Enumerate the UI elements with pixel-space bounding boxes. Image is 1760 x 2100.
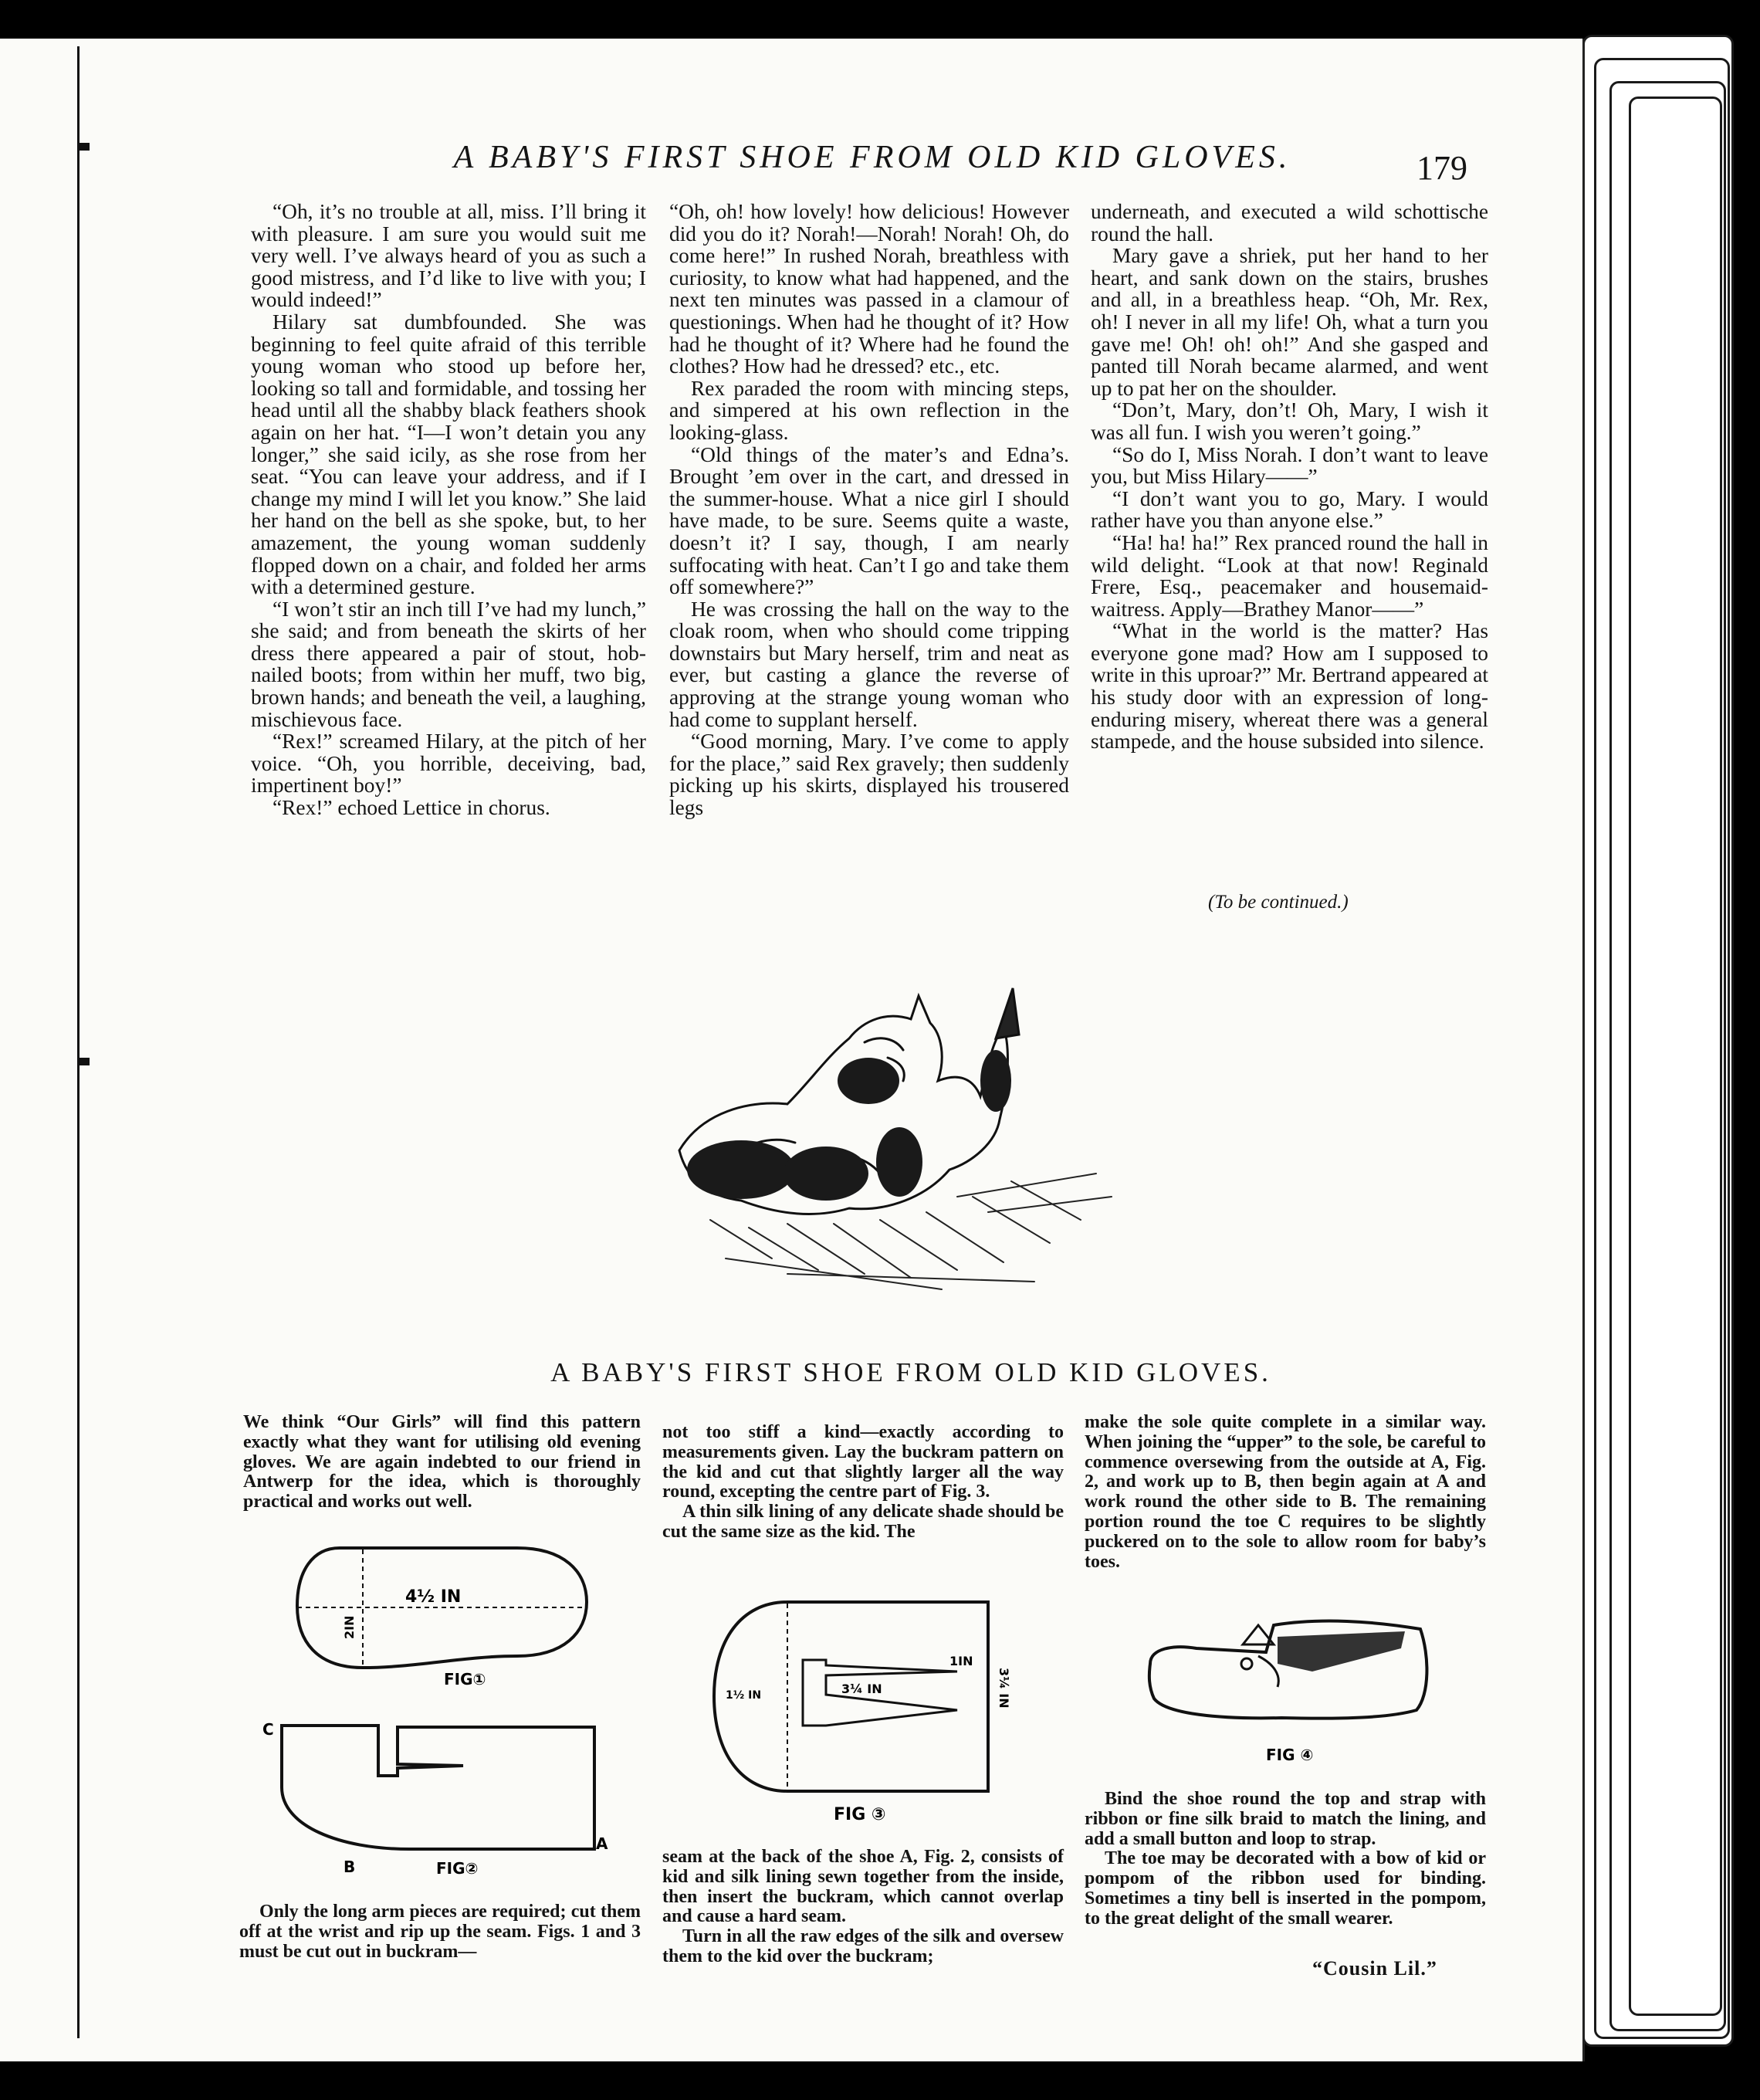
gutter-mark [77,1058,90,1065]
article-title: A BABY'S FIRST SHOE FROM OLD KID GLOVES. [550,1357,1271,1387]
page-number: 179 [1416,149,1467,187]
gutter-mark [77,143,90,151]
paragraph: “I won’t stir an inch till I’ve had my lunch,” she said; and from beneath the skirts of her dress there appeared a pair of stout, hob-nailed boots; from within her muff, two big, brown hands; and beneath the veil, a laughing, mischievous face. [251,597,646,731]
paragraph: “Don’t, Mary, don’t! Oh, Mary, I wish it was all fun. I wish you weren’t going.” [1091,398,1488,444]
fig3-label: FIG ③ [834,1805,886,1824]
figure-3 [702,1594,1027,1826]
paragraph: not too stiff a kind—exactly according to measurements given. Lay the buckram pattern on the kid and cut that slightly larger all the way round, excepting the centre part of Fig. 3. [662,1422,1064,1502]
gutter-line [77,46,80,2038]
figure-2 [262,1710,618,1876]
paragraph: Hilary sat dumbfounded. She was beginning to feel quite afraid of this terrible young woman who stood up before her, looking so tall and formidable, and tossing her head until all the shabby black feathers shook again on her hat. “I—I won’t detain you any longer,” she said icily, as she rose from her seat. “You can leave your address, and if I change my mind I will let you know.” She laid her hand on the bell as she spoke, but, to her amazement, the young woman suddenly flopped down on a chair, and folded her arms with a determined gesture. [251,310,646,599]
paragraph: underneath, and executed a wild schottische round the hall. [1091,200,1488,246]
figure-4 [1142,1602,1436,1768]
fig3-slot-width-label: 1IN [949,1654,973,1668]
author-signature: “Cousin Lil.” [1312,1957,1437,1980]
page-edge [1629,97,1722,2016]
paragraph: Mary gave a shriek, put her hand to her heart, and sank down on the stairs, brushes and all, in a breathless heap. “Oh, Mr. Rex, oh! I never in all my life! Oh, what a turn you gave me! Oh! oh! oh!” And she gasped and panted till Norah became alarmed, and went up to pat her on the shoulder. [1091,244,1488,400]
paragraph: Turn in all the raw edges of the silk and oversew them to the kid over the buckram; [662,1926,1064,1966]
paragraph: A thin silk lining of any delicate shade should be cut the same size as the kid. The [662,1502,1064,1542]
paragraph: “So do I, Miss Norah. I don’t want to leave you, but Miss Hilary——” [1091,442,1488,489]
fig2-label: FIG② [436,1859,479,1876]
fig2-a-label: A [596,1834,608,1853]
paragraph: “Rex!” echoed Lettice in chorus. [272,796,550,820]
running-head: A BABY'S FIRST SHOE FROM OLD KID GLOVES. [453,140,1291,175]
article-column-3-top [1085,1413,1486,1572]
paragraph: “Rex!” screamed Hilary, at the pitch of her voice. “Oh, you horrible, deceiving, bad, impertinent boy!” [251,730,646,798]
article-column-1-bottom [239,1902,641,1962]
paragraph: “Ha! ha! ha!” Rex pranced round the hall in wild delight. “Look at that now! Reginald Frere, Esq., peacemaker and housemaid-waitress. Apply—Brathey Manor——” [1091,530,1488,621]
fig1-length-label: 4½ IN [405,1587,462,1607]
article-column-2-bottom [662,1848,1064,1967]
paragraph: He was crossing the hall on the way to the cloak room, when who should come tripping downstairs but Mary herself, trim and neat as ever, but casting a glance the reverse of approving at the strange young woman who had come to supplant herself. [669,597,1069,731]
paragraph: The toe may be decorated with a bow of kid or pompom of the ribbon used for binding. Sometimes a tiny bell is inserted in the pompom, to the great delight of the small wearer. [1085,1848,1486,1929]
fig1-width-label: 2IN [342,1615,357,1639]
fig1-label: FIG① [444,1670,486,1687]
paragraph: “Oh, oh! how lovely! how delicious! However did you do it? Norah!—Norah! Norah! Oh, do come here!” In rushed Norah, breathless with curiosity, to know what had happened, and the next ten minutes was passed in a clamour of questionings. When had he thought of it? How had he thought of it? Where had he found the clothes? How had he dressed? etc., etc. [669,200,1069,378]
paragraph: “Oh, it’s no trouble at all, miss. I’ll bring it with pleasure. I am sure you would suit me very well. I’ve always heard of you as such a good mistress, and I’d like to live with you; I would indeed!” [251,200,646,312]
paragraph: “Good morning, Mary. I’ve come to apply for the place,” said Rex gravely; then suddenly picking up his skirts, displayed his trousered legs [669,730,1069,820]
story-column-1 [251,201,646,819]
story-column-3 [1091,201,1488,753]
article-intro [243,1413,641,1512]
fig3-slot-length-label: 3¼ IN [841,1682,882,1696]
paragraph: “I don’t want you to go, Mary. I would rather have you than anyone else.” [1091,486,1488,533]
kitten-illustration [633,965,1127,1312]
story-column-2 [669,201,1069,819]
paragraph: make the sole quite complete in a similar way. When joining the “upper” to the sole, be careful to commence oversewing from the outside at A, Fig. 2, and work up to B, then begin again at A and work round the other side to B. The remaining portion round the toe C requires to be slightly puckered on to the sole to allow room for baby’s toes. [1085,1412,1486,1572]
paragraph: Rex paraded the room with mincing steps, and simpered at his own reflection in the looking-glass. [669,376,1069,444]
paragraph: We think “Our Girls” will find this pattern exactly what they want for utilising old evening gloves. We are again indebted to our friend in Antwerp for the idea, which is thoroughly practical and works out well. [243,1412,641,1512]
article-column-2-top [662,1423,1064,1543]
paragraph: seam at the back of the shoe A, Fig. 2, consists of kid and silk lining sewn together from the inside, then insert the buckram, which cannot overlap and cause a hard seam. [662,1847,1064,1927]
paragraph: “Old things of the mater’s and Edna’s. Brought ’em over in the cart, and dressed in the summer-house. What a nice girl I should have made, to be sure. Seems quite a waste, doesn’t it? I say, though, I am nearly suffocating with heat. Can’t I go and take them off somewhere?” [669,442,1069,599]
paragraph: Only the long arm pieces are required; cut them off at the wrist and rip up the seam. Figs. 1 and 3 must be cut out in buckram— [239,1902,641,1962]
fig4-label: FIG ④ [1266,1746,1314,1764]
paragraph: “What in the world is the matter? Has everyone gone mad? How am I supposed to write in this uproar?” Mr. Bertrand appeared at his study door with an expression of long-enduring misery, whereat there was a general stampede, and the house subsided into silence. [1091,619,1488,754]
to-be-continued: (To be continued.) [1208,892,1349,913]
fig2-c-label: C [262,1720,274,1739]
article-column-3-bottom [1085,1790,1486,1929]
figure-1 [286,1540,594,1687]
fig3-height-label: 3¼ IN [997,1668,1011,1709]
fig2-b-label: B [344,1858,356,1876]
paragraph: Bind the shoe round the top and strap with ribbon or fine silk braid to match the lining, and add a small button and loop to strap. [1085,1789,1486,1849]
fig3-left-dim-label: 1½ IN [726,1689,762,1702]
